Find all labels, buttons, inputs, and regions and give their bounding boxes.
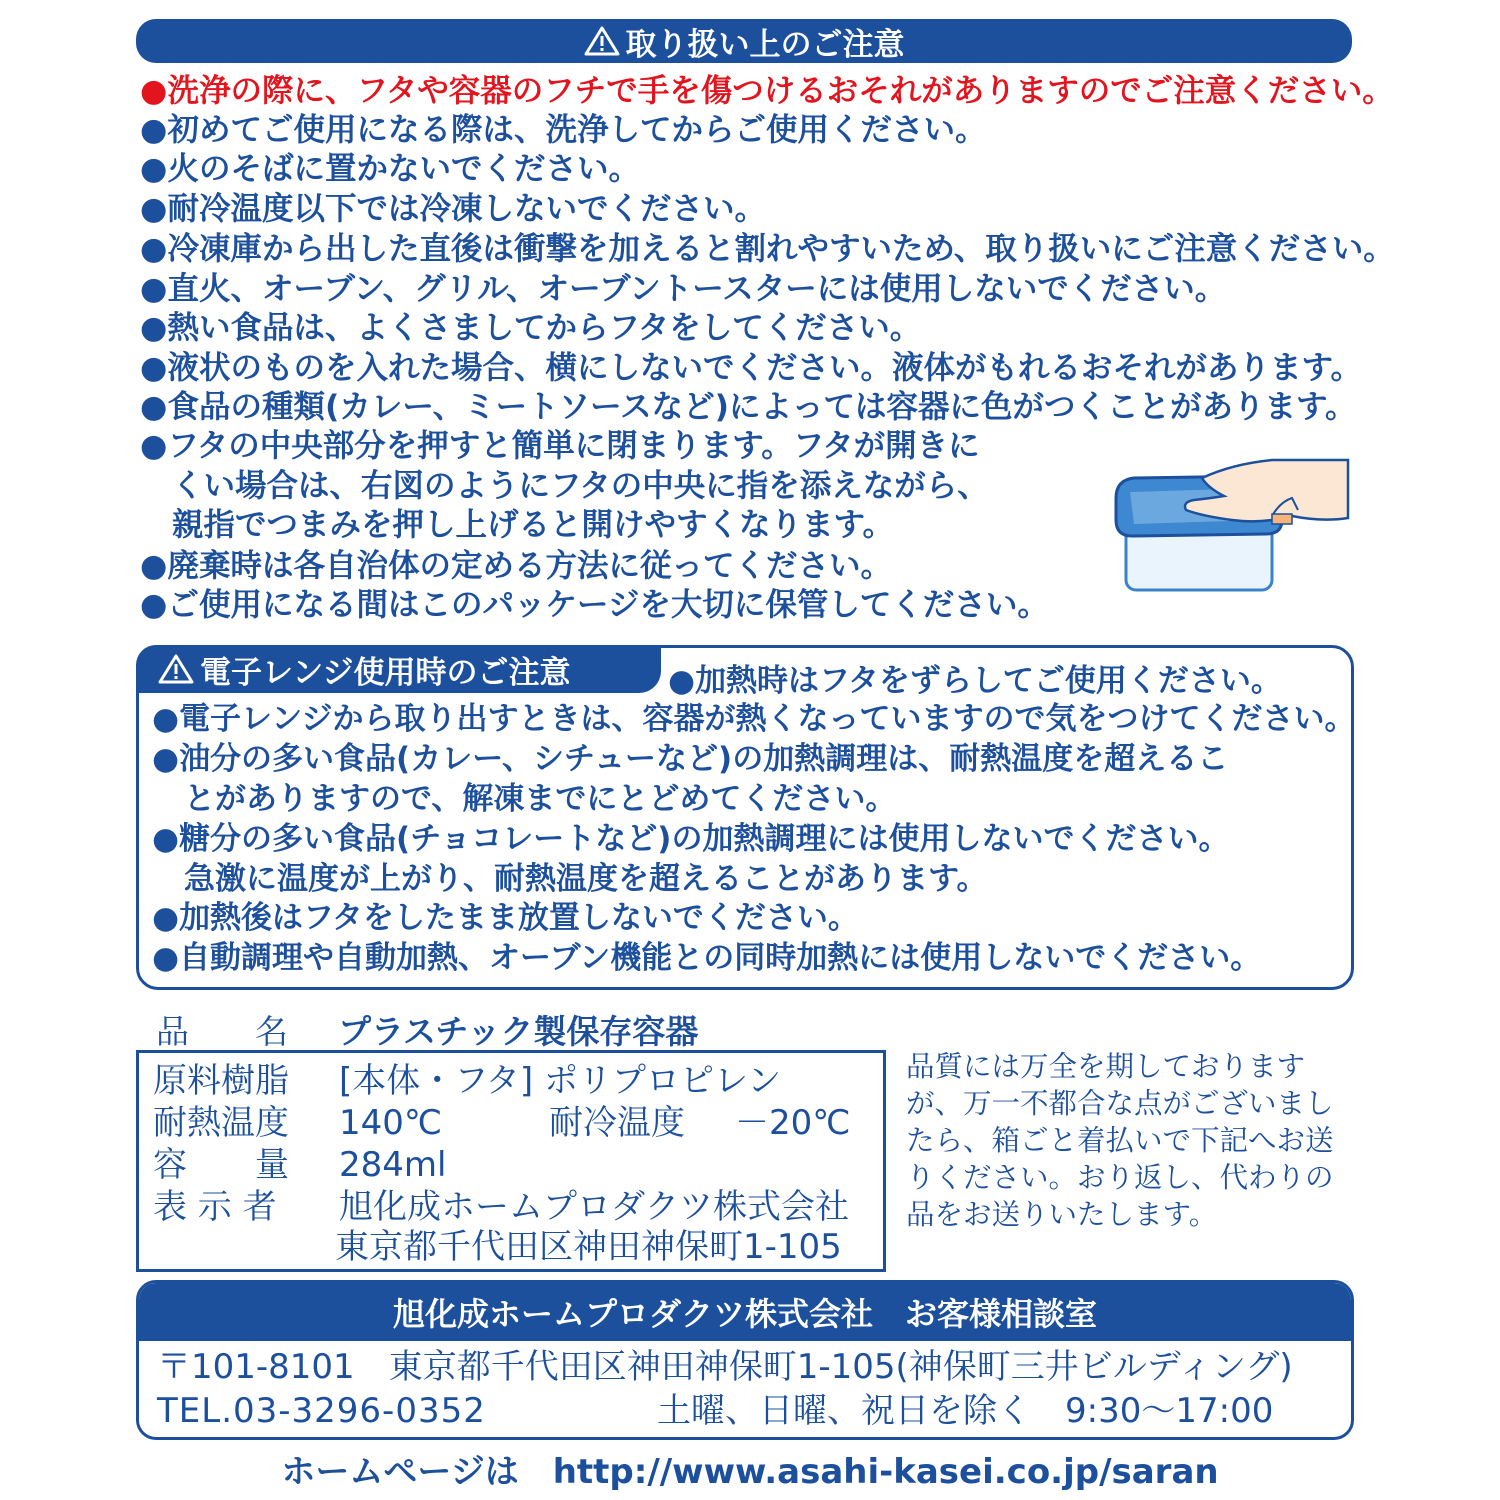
microwave-continuation: とがありますので、解凍までにとどめてください。 (184, 781, 897, 817)
caution-item (140, 547, 892, 585)
caution-item (140, 72, 1394, 110)
capacity-value: 284ml (339, 1145, 447, 1185)
microwave-item (152, 820, 1229, 858)
customer-service-box (136, 1280, 1354, 1440)
product-name-label: 品 名 (156, 1012, 288, 1051)
heat-resistance-value: 140℃ (339, 1103, 443, 1143)
labeler-address: 東京都千代田区神田神保町1-105 (335, 1227, 842, 1267)
material-label: 原料樹脂 (153, 1061, 289, 1101)
capacity-label: 容 量 (153, 1145, 289, 1185)
bullet: ● (140, 73, 168, 109)
bullet: ● (152, 900, 180, 936)
bullet: ● (140, 548, 168, 584)
contact-hours: 土曜、日曜、祝日を除く 9:30～17:00 (657, 1391, 1274, 1431)
cold-resistance-value: －20℃ (735, 1103, 851, 1143)
bullet: ● (140, 191, 168, 227)
bullet: ● (140, 231, 168, 267)
caution-continuation: 親指でつまみを押し上げると開けやすくなります。 (172, 507, 894, 543)
caution-text: 冷凍庫から出した直後は衝撃を加えると割れやすいため、取り扱いにご注意ください。 (167, 231, 1395, 267)
labeler-label: 表 示 者 (153, 1187, 277, 1227)
caution-text: 洗浄の際に、フタや容器のフチで手を傷つけるおそれがありますのでご注意ください。 (167, 73, 1394, 109)
caution-text: 耐冷温度以下では冷凍しないでください。 (167, 191, 767, 227)
container-hand-illustration (1112, 458, 1352, 600)
microwave-text: 油分の多い食品(カレー、シチューなど)の加熱調理は、耐熱温度を超えるこ (179, 741, 1229, 777)
cold-resistance-label: 耐冷温度 (549, 1103, 685, 1143)
product-name-value: プラスチック製保存容器 (338, 1012, 699, 1051)
bullet: ● (152, 701, 180, 737)
bullet: ● (152, 821, 180, 857)
caution-text: 廃棄時は各自治体の定める方法に従ってください。 (167, 548, 893, 584)
caution-text: 液状のものを入れた場合、横にしないでください。液体がもれるおそれがあります。 (167, 350, 1362, 386)
bullet: ● (668, 663, 696, 699)
homepage-url[interactable]: ホームページは http://www.asahi-kasei.co.jp/saran (281, 1452, 1219, 1492)
caution-text: 火のそばに置かないでください。 (167, 151, 641, 187)
warning-triangle-icon (158, 654, 194, 684)
bullet: ● (140, 271, 168, 307)
microwave-item (668, 662, 1282, 700)
caution-item (140, 150, 640, 188)
caution-text: 食品の種類(カレー、ミートソースなど)によっては容器に色がつくことがあります。 (167, 389, 1357, 425)
bullet: ● (140, 310, 168, 346)
caution-item (140, 309, 921, 347)
quality-note: 品質には万全を期しておりますが、万一不都合な点がございましたら、箱ごと着払いで下記へお送りください。おり返し、代わりの品をお送りいたします。 (906, 1050, 1334, 1231)
spec-table (136, 1050, 886, 1272)
caution-item (140, 190, 766, 228)
heat-resistance-label: 耐熱温度 (153, 1103, 289, 1143)
material-value: [本体・フタ] ポリプロピレン (339, 1061, 782, 1101)
caution-text: ご使用になる間はこのパッケージを大切に保管してください。 (167, 587, 1049, 623)
bullet: ● (152, 940, 180, 976)
caution-item (140, 586, 1049, 624)
caution-text: 初めてご使用になる際は、洗浄してからご使用ください。 (167, 112, 987, 148)
caution-text: 直火、オーブン、グリル、オーブントースターには使用しないでください。 (167, 271, 1227, 307)
microwave-item (152, 899, 859, 937)
microwave-text: 加熱時はフタをずらしてご使用ください。 (695, 663, 1282, 699)
caution-item (140, 349, 1362, 387)
caution-text: フタの中央部分を押すと簡単に閉まります。フタが開きに (167, 428, 980, 464)
section2-title: 電子レンジ使用時のご注意 (200, 654, 571, 691)
bullet: ● (140, 350, 168, 386)
bullet: ● (140, 587, 168, 623)
caution-item (140, 427, 980, 465)
bullet: ● (140, 112, 168, 148)
microwave-item (152, 740, 1228, 778)
section1-title: 取り扱い上のご注意 (625, 26, 905, 63)
caution-item (140, 388, 1356, 426)
section1-header (136, 19, 1352, 63)
bullet: ● (140, 389, 168, 425)
warning-triangle-icon (584, 26, 620, 56)
caution-item (140, 111, 987, 149)
bullet: ● (152, 741, 180, 777)
microwave-text: 糖分の多い食品(チョコレートなど)の加熱調理には使用しないでください。 (179, 821, 1230, 857)
microwave-item (152, 700, 1356, 738)
contact-address: 〒101-8101 東京都千代田区神田神保町1-105(神保町三井ビルディング) (157, 1347, 1293, 1387)
microwave-text: 電子レンジから取り出すときは、容器が熱くなっていますので気をつけてください。 (179, 701, 1356, 737)
customer-service-title: 旭化成ホームプロダクツ株式会社 お客様相談室 (139, 1283, 1351, 1341)
bullet: ● (140, 151, 168, 187)
microwave-text: 加熱後はフタをしたまま放置しないでください。 (179, 900, 859, 936)
caution-item (140, 230, 1395, 268)
caution-continuation: くい場合は、右図のようにフタの中央に指を添えながら、 (172, 468, 989, 504)
caution-item (140, 270, 1226, 308)
contact-tel: TEL.03-3296-0352 (157, 1391, 486, 1431)
microwave-item (152, 939, 1261, 977)
caution-text: 熱い食品は、よくさましてからフタをしてください。 (167, 310, 922, 346)
section2-header (136, 645, 661, 693)
microwave-text: 自動調理や自動加熱、オーブン機能との同時加熱には使用しないでください。 (179, 940, 1262, 976)
labeler-value: 旭化成ホームプロダクツ株式会社 (339, 1187, 849, 1227)
bullet: ● (140, 428, 168, 464)
microwave-continuation: 急激に温度が上がり、耐熱温度を超えることがあります。 (184, 861, 988, 897)
